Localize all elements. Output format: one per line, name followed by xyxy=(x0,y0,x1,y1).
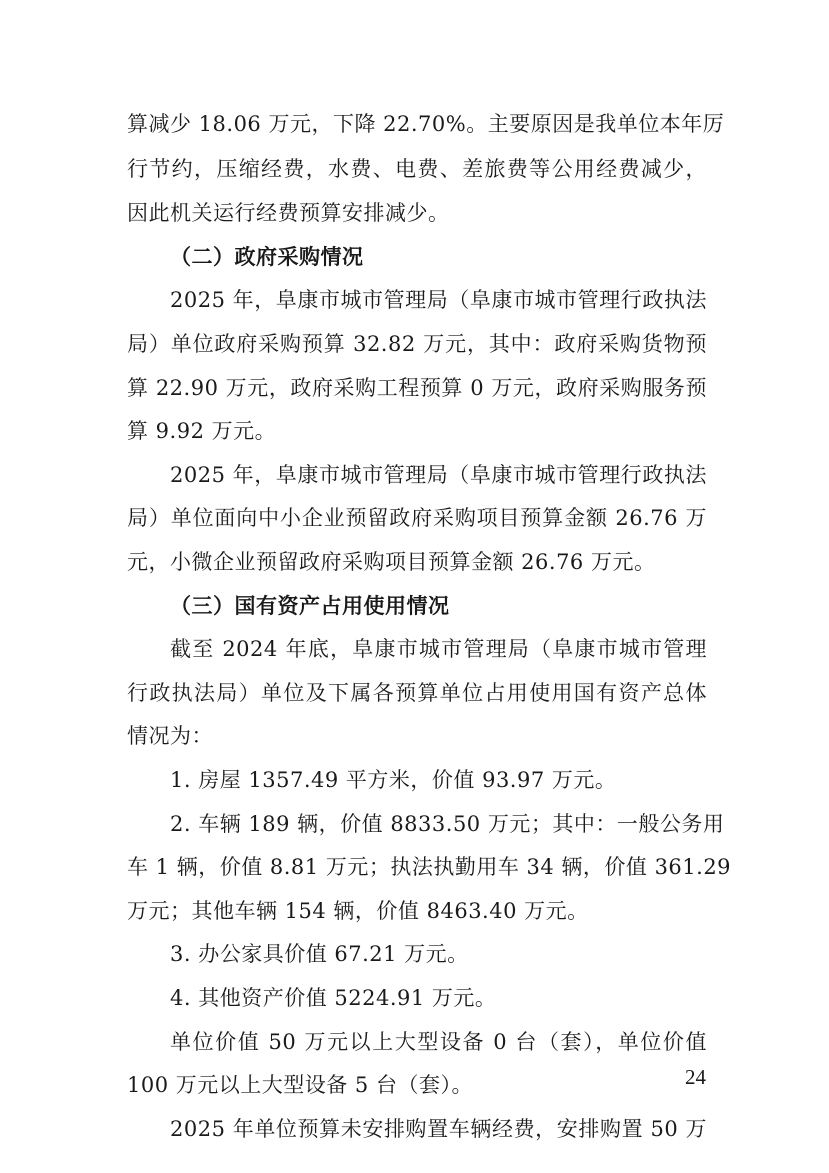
paragraph-line: 车 1 辆，价值 8.81 万元；执法执勤用车 34 辆，价值 361.29 xyxy=(127,855,732,879)
section-heading-state-assets: （三）国有资产占用使用情况 xyxy=(170,594,450,618)
list-item-other-assets: 4. 其他资产价值 5224.91 万元。 xyxy=(170,986,497,1010)
section-heading-government-procurement: （二）政府采购情况 xyxy=(170,245,364,269)
paragraph-line: 局）单位政府采购预算 32.82 万元，其中：政府采购货物预 xyxy=(127,332,707,356)
paragraph-line: 局）单位面向中小企业预留政府采购项目预算金额 26.76 万 xyxy=(127,506,707,530)
paragraph-line: 2025 年单位预算未安排购置车辆经费，安排购置 50 万 xyxy=(170,1117,707,1141)
paragraph-line: 算减少 18.06 万元，下降 22.70%。主要原因是我单位本年厉 xyxy=(127,112,725,136)
paragraph-line: 2025 年，阜康市城市管理局（阜康市城市管理行政执法 xyxy=(170,288,707,312)
paragraph-line: 万元；其他车辆 154 辆，价值 8463.40 万元。 xyxy=(127,899,589,923)
paragraph-line: 单位价值 50 万元以上大型设备 0 台（套），单位价值 xyxy=(170,1030,707,1054)
list-item-furniture: 3. 办公家具价值 67.21 万元。 xyxy=(170,942,469,966)
paragraph-line: 情况为： xyxy=(127,724,213,748)
list-item-housing: 1. 房屋 1357.49 平方米，价值 93.97 万元。 xyxy=(170,768,617,792)
paragraph-line: 2025 年，阜康市城市管理局（阜康市城市管理行政执法 xyxy=(170,463,707,487)
list-item-vehicles: 2. 车辆 189 辆，价值 8833.50 万元；其中：一般公务用 xyxy=(170,812,725,836)
paragraph-line: 元，小微企业预留政府采购项目预算金额 26.76 万元。 xyxy=(127,550,656,574)
paragraph-line: 算 9.92 万元。 xyxy=(127,419,277,443)
paragraph-line: 100 万元以上大型设备 5 台（套）。 xyxy=(127,1073,473,1097)
paragraph-line: 算 22.90 万元，政府采购工程预算 0 万元，政府采购服务预 xyxy=(127,376,707,400)
paragraph-line: 因此机关运行经费预算安排减少。 xyxy=(127,201,450,225)
paragraph-line: 行节约，压缩经费，水费、电费、差旅费等公用经费减少， xyxy=(127,157,707,181)
page-number: 24 xyxy=(685,1065,706,1089)
paragraph-line: 截至 2024 年底，阜康市城市管理局（阜康市城市管理 xyxy=(170,637,707,661)
paragraph-line: 行政执法局）单位及下属各预算单位占用使用国有资产总体 xyxy=(127,681,707,705)
